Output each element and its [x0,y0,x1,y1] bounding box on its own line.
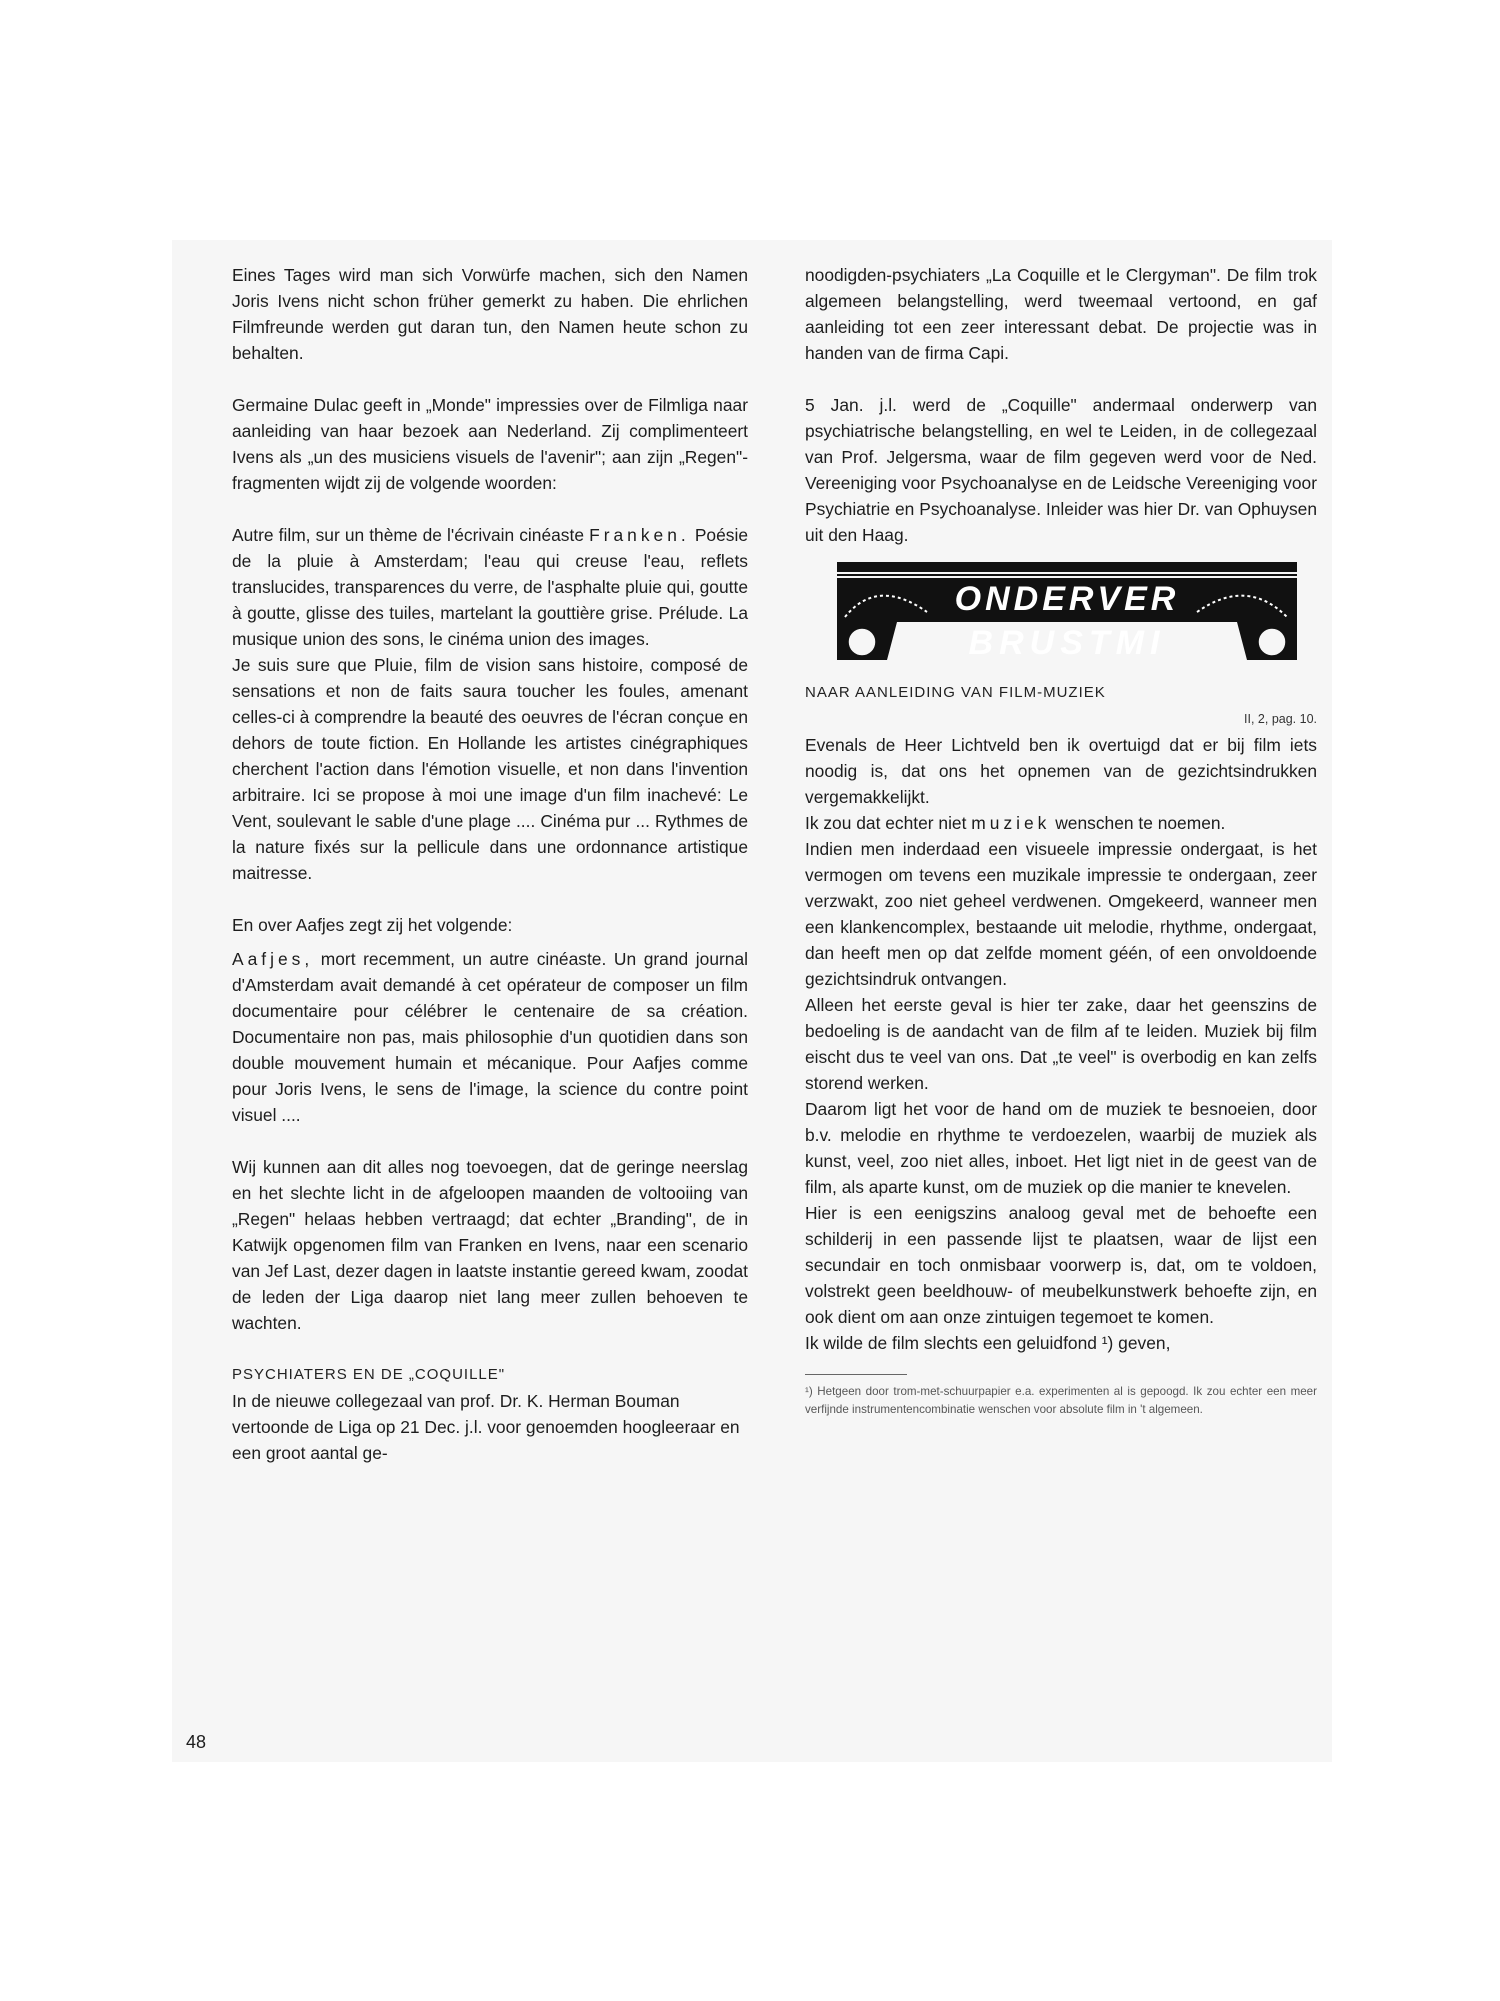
banner-illustration [837,562,1297,662]
paragraph-aafjes-intro: En over Aafjes zegt zij het volgende: [232,915,513,935]
paragraph-coquille-clergyman: noodigden-psychiaters „La Coquille et le Clergyman". De film trok algemeen belangstelling, werd tweemaal vertoond, en gaf aanleiding tot een zeer interessant debat. De projectie was in handen van de firma Capi. [805,265,1317,363]
banner-top-bar [837,562,1297,572]
paragraph-dulac-intro: Germaine Dulac geeft in „Monde" impressies over de Filmliga naar aanleiding van haar bezoek aan Nederland. Zij complimenteert Ivens als „un des musiciens visuels de l'avenir"; aan zijn „Regen"-fragmenten wijdt zij de volgende woorden: [232,395,748,493]
paragraph-besnoeien: Daarom ligt het voor de hand om de muziek te besnoeien, door b.v. melodie en rhythme te verdoezelen, waarbij de muziek als kunst, veel, zoo niet alles, inboet. Het ligt niet in de geest van de film, als aparte kunst, om de muziek op die manier te knevelen. [805,1099,1317,1197]
paragraph-eerste-geval: Alleen het eerste geval is hier ter zake, daar het geenszins de bedoeling is de aandacht van de film af te leiden. Muziek bij film eischt dus te veel van ons. Dat „te veel" is overbodig en kan zelfs storend werken. [805,995,1317,1093]
paragraph-branding: Wij kunnen aan dit alles nog toevoegen, dat de geringe neerslag en het slechte licht in de afgeloopen maanden de voltooiing van „Regen" helaas hebben vertraagd; dat echter „Branding", de in Katwijk opgenomen film van Franken en Ivens, naar een scenario van Jef Last, dezer dagen in laatste instantie gereed kwam, zoodat de leden der Liga daarop niet lang meer zullen behoeven te wachten. [232,1157,748,1333]
quote-aafjes-name: Aafjes, [232,949,314,969]
quote-aafjes [232,946,748,1128]
rubric-banner [837,562,1297,662]
quote-regen [232,522,748,652]
page-number: 48 [186,1732,207,1752]
paragraph-bouman: In de nieuwe collegezaal van prof. Dr. K. Herman Bouman vertoonde de Liga op 21 Dec. j.l. voor genoemden hoogleeraar en een groot aantal ge- [232,1391,740,1463]
banner-title-line1: ONDERVER [954,580,1180,618]
quote-regen-name: Franken. [589,525,690,545]
banner-title-line2: BRUSTMI [968,624,1166,662]
footnote: ¹) Hetgeen door trom-met-schuurpapier e.a. experimenten al is gepoogd. Ik zou echter een meer verfijnde instrumentencombinatie wenschen voor absolute film in 't algemeen. [805,1385,1317,1416]
paragraph-geluidfond: Ik wilde de film slechts een geluidfond ¹) geven, [805,1333,1171,1353]
face-left-icon [848,628,876,656]
paragraph-muziek [805,810,1317,836]
quote-regen-rest: Poésie de la pluie à Amsterdam; l'eau qui creuse l'eau, reflets translucides, transparences du verre, de l'asphalte pluie qui, goutte à goutte, glisse des tuiles, martelant la gouttière grise. Prélude. La musique union des sons, le cinéma union des images. [232,525,748,649]
paragraph-leiden: 5 Jan. j.l. werd de „Coquille" andermaal onderwerp van psychiatrische belangstelling, en wel te Leiden, in de collegezaal van Prof. Jelgersma, waar de film gegeven werd voor de Ned. Vereeniging voor Psychoanalyse en de Leidsche Vereeniging voor Psychiatrie en Psychoanalyse. Inleider was hier Dr. van Ophuysen uit den Haag. [805,395,1317,545]
paragraph-muziek-spaced: muziek [971,813,1051,833]
paragraph-visueele-impressie: Indien men inderdaad een visueele impressie ondergaat, is het vermogen om tevens een muzikale impressie te ondergaan, zeer verzwakt, zoo niet geheel verdwenen. Omgekeerd, wanneer men een klankencomplex, bestaande uit melodie, rhythme, ondergaat, dan heeft men op dat zelfde moment géén, of een onvoldoende gezichtsindruk ontvangen. [805,839,1317,989]
face-right-icon [1258,628,1286,656]
left-column [232,262,748,1466]
right-column [805,262,1317,1419]
paragraph-muziek-lead: Ik zou dat echter niet [805,813,967,833]
section-heading-film-muziek: NAAR AANLEIDING VAN FILM-MUZIEK [805,684,1106,701]
paragraph-muziek-rest: wenschen te noemen. [1055,813,1226,833]
quote-regen-lead: Autre film, sur un thème de l'écrivain cinéaste [232,525,585,545]
footnote-divider [805,1374,907,1375]
section-reference: II, 2, pag. 10. [1244,712,1317,726]
quote-pluie: Je suis sure que Pluie, film de vision sans histoire, composé de sensations et non de faits saura toucher les foules, amenant celles-ci à comprendre la beauté des oeuvres de l'écran conçue en dehors de toute fiction. En Hollande les artistes cinégraphiques cherchent l'action dans l'émotion visuelle, et non dans l'invention arbitraire. Ici se propose à moi une image d'un film inachevé: Le Vent, soulevant le sable d'une plage .... Cinéma pur ... Rythmes de la nature fixés sur la pellicule dans une ordonnance artistique maitresse. [232,655,748,883]
section-heading-psychiaters: PSYCHIATERS EN DE „COQUILLE" [232,1366,506,1383]
paragraph-lichtveld: Evenals de Heer Lichtveld ben ik overtuigd dat er bij film iets noodig is, dat ons het opnemen van de gezichtsindrukken vergemakkelijkt. [805,735,1317,807]
paragraph-ivens-german: Eines Tages wird man sich Vorwürfe machen, sich den Namen Joris Ivens nicht schon früher gemerkt zu haben. Die ehrlichen Filmfreunde werden gut daran tun, den Namen heute schon zu behalten. [232,265,748,363]
banner-top-rule [837,574,1297,576]
quote-aafjes-rest: mort recemment, un autre cinéaste. Un grand journal d'Amsterdam avait demandé à cet opérateur de composer un film documentaire pour célébrer le centenaire de sa création. Documentaire non pas, mais philosophie d'un quotidien dans son double mouvement humain et mécanique. Pour Aafjes comme pour Joris Ivens, le sens de l'image, la science du contre point visuel .... [232,949,748,1125]
paragraph-schilderij: Hier is een eenigszins analoog geval met de behoefte een schilderij in een passende lijst te plaatsen, waar de lijst een secundair en toch onmisbaar voorwerp is, dat, om te voldoen, volstrekt geen beeldhouw- of meubelkunstwerk behoefte zijn, en ook dient om aan onze zintuigen tegemoet te komen. [805,1203,1317,1327]
